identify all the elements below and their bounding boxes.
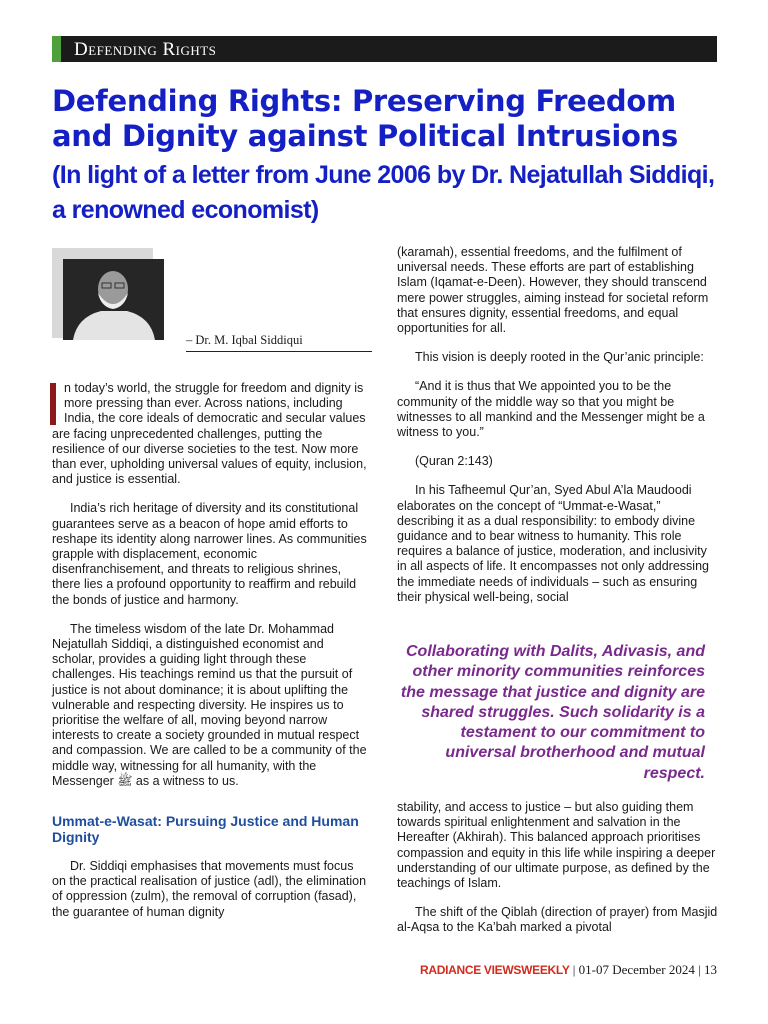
paragraph: The shift of the Qiblah (direction of prayer) from Masjid al-Aqsa to the Ka’bah marked a pivotal: [397, 905, 718, 935]
pull-quote: Collaborating with Dalits, Adivasis, and other minority communities reinforces the message that justice and dignity are shared struggles. Such solidarity is a testament to our commitment to universal brotherhood and mutual respect.: [400, 643, 705, 782]
quran-quote: “And it is thus that We appointed you to be the community of the middle way so that you might be witnesses to all mankind and the Messenger might be a witness to you.”: [397, 379, 705, 440]
section-subheading: Ummat-e-Wasat: Pursuing Justice and Human Dignity: [52, 813, 359, 846]
paragraph: (karamah), essential freedoms, and the fulfilment of universal needs. These efforts are part of establishing Islam (Iqamat-e-Deen). However, they should transcend mere power struggles, aiming instead for societal reform that ensures dignity, essential freedoms, and equal opportunities for all.: [397, 245, 709, 336]
section-header-bar: [52, 36, 717, 62]
page-footer: [407, 962, 717, 978]
paragraph: [52, 381, 370, 487]
paragraph-text: n today’s world, the struggle for freedom and dignity is more pressing than ever. Across nations, including India, the core ideals of democratic and secular values are facing unprecedented challenges, putting the resilience of our diverse societies to the test. Now more than ever, upholding universal values of equity, inclusion, and justice is essential.: [52, 381, 367, 487]
quote-citation: (Quran 2:143): [415, 454, 493, 469]
right-column-top: [397, 245, 719, 619]
paragraph: In his Tafheemul Qur’an, Syed Abul A’la Maudoodi elaborates on the concept of “Ummat-e-Wasat,” describing it as a dual responsibility: to embody divine guidance and to bear witness to humanity. This role requires a balance of justice, moderation, and inclusivity in all aspects of life. It encompasses not only addressing the immediate needs of individuals – such as ensuring their physical well-being, social: [397, 483, 709, 604]
paragraph: India’s rich heritage of diversity and its constitutional guarantees serve as a beacon of hope amid efforts to reshape its identity along narrower lines. As communities grapple with displacement, economic disenfranchisement, and threats to religious shrines, there lies a profound opportunity to reaffirm and rebuild the bonds of justice and harmony.: [52, 501, 367, 607]
issue-info: | 01-07 December 2024 | 13: [572, 962, 717, 977]
paragraph: The timeless wisdom of the late Dr. Mohammad Nejatullah Siddiqi, a distinguished economist and scholar, provides a guiding light through these challenges. His teachings remind us that the pursuit of justice is not about dominance; it is about uplifting the vulnerable and respecting diversity. He inspires us to prioritise the welfare of all, moving beyond narrow interests to create a society grounded in mutual respect and compassion. We are called to be a community of the middle way, witnessing for all humanity, with the Messenger ﷺ as a witness to us.: [52, 621, 367, 788]
left-column: [52, 381, 370, 934]
author-byline: – Dr. M. Iqbal Siddiqui: [186, 333, 372, 352]
publication-name: RADIANCE VIEWSWEEKLY: [419, 963, 570, 977]
paragraph: This vision is deeply rooted in the Qur’anic principle:: [415, 350, 704, 365]
article-title: Defending Rights: Preserving Freedom and Dignity against Political Intrusions: [52, 84, 678, 153]
paragraph: Dr. Siddiqi emphasises that movements must focus on the practical realisation of justice (adl), the elimination of oppression (zulm), the removal of corruption (fasad), the guarantee of human dignity: [52, 859, 367, 919]
right-column-bottom: [397, 800, 719, 950]
section-accent: [52, 36, 61, 62]
author-portrait-illustration: [63, 259, 164, 340]
paragraph: stability, and access to justice – but also guiding them towards spiritual enlightenment and salvation in the Hereafter (Akhirah). This balanced approach prioritises compassion and equity in this life while inspiring a deeper understanding of our ultimate purpose, as defined by the teachings of Islam.: [397, 800, 716, 891]
section-label: Defending Rights: [74, 39, 217, 60]
drop-cap-bar: [50, 383, 56, 425]
author-photo: [63, 259, 164, 340]
article-subtitle: (In light of a letter from June 2006 by Dr. Nejatullah Siddiqi, a renowned economist): [52, 161, 715, 224]
